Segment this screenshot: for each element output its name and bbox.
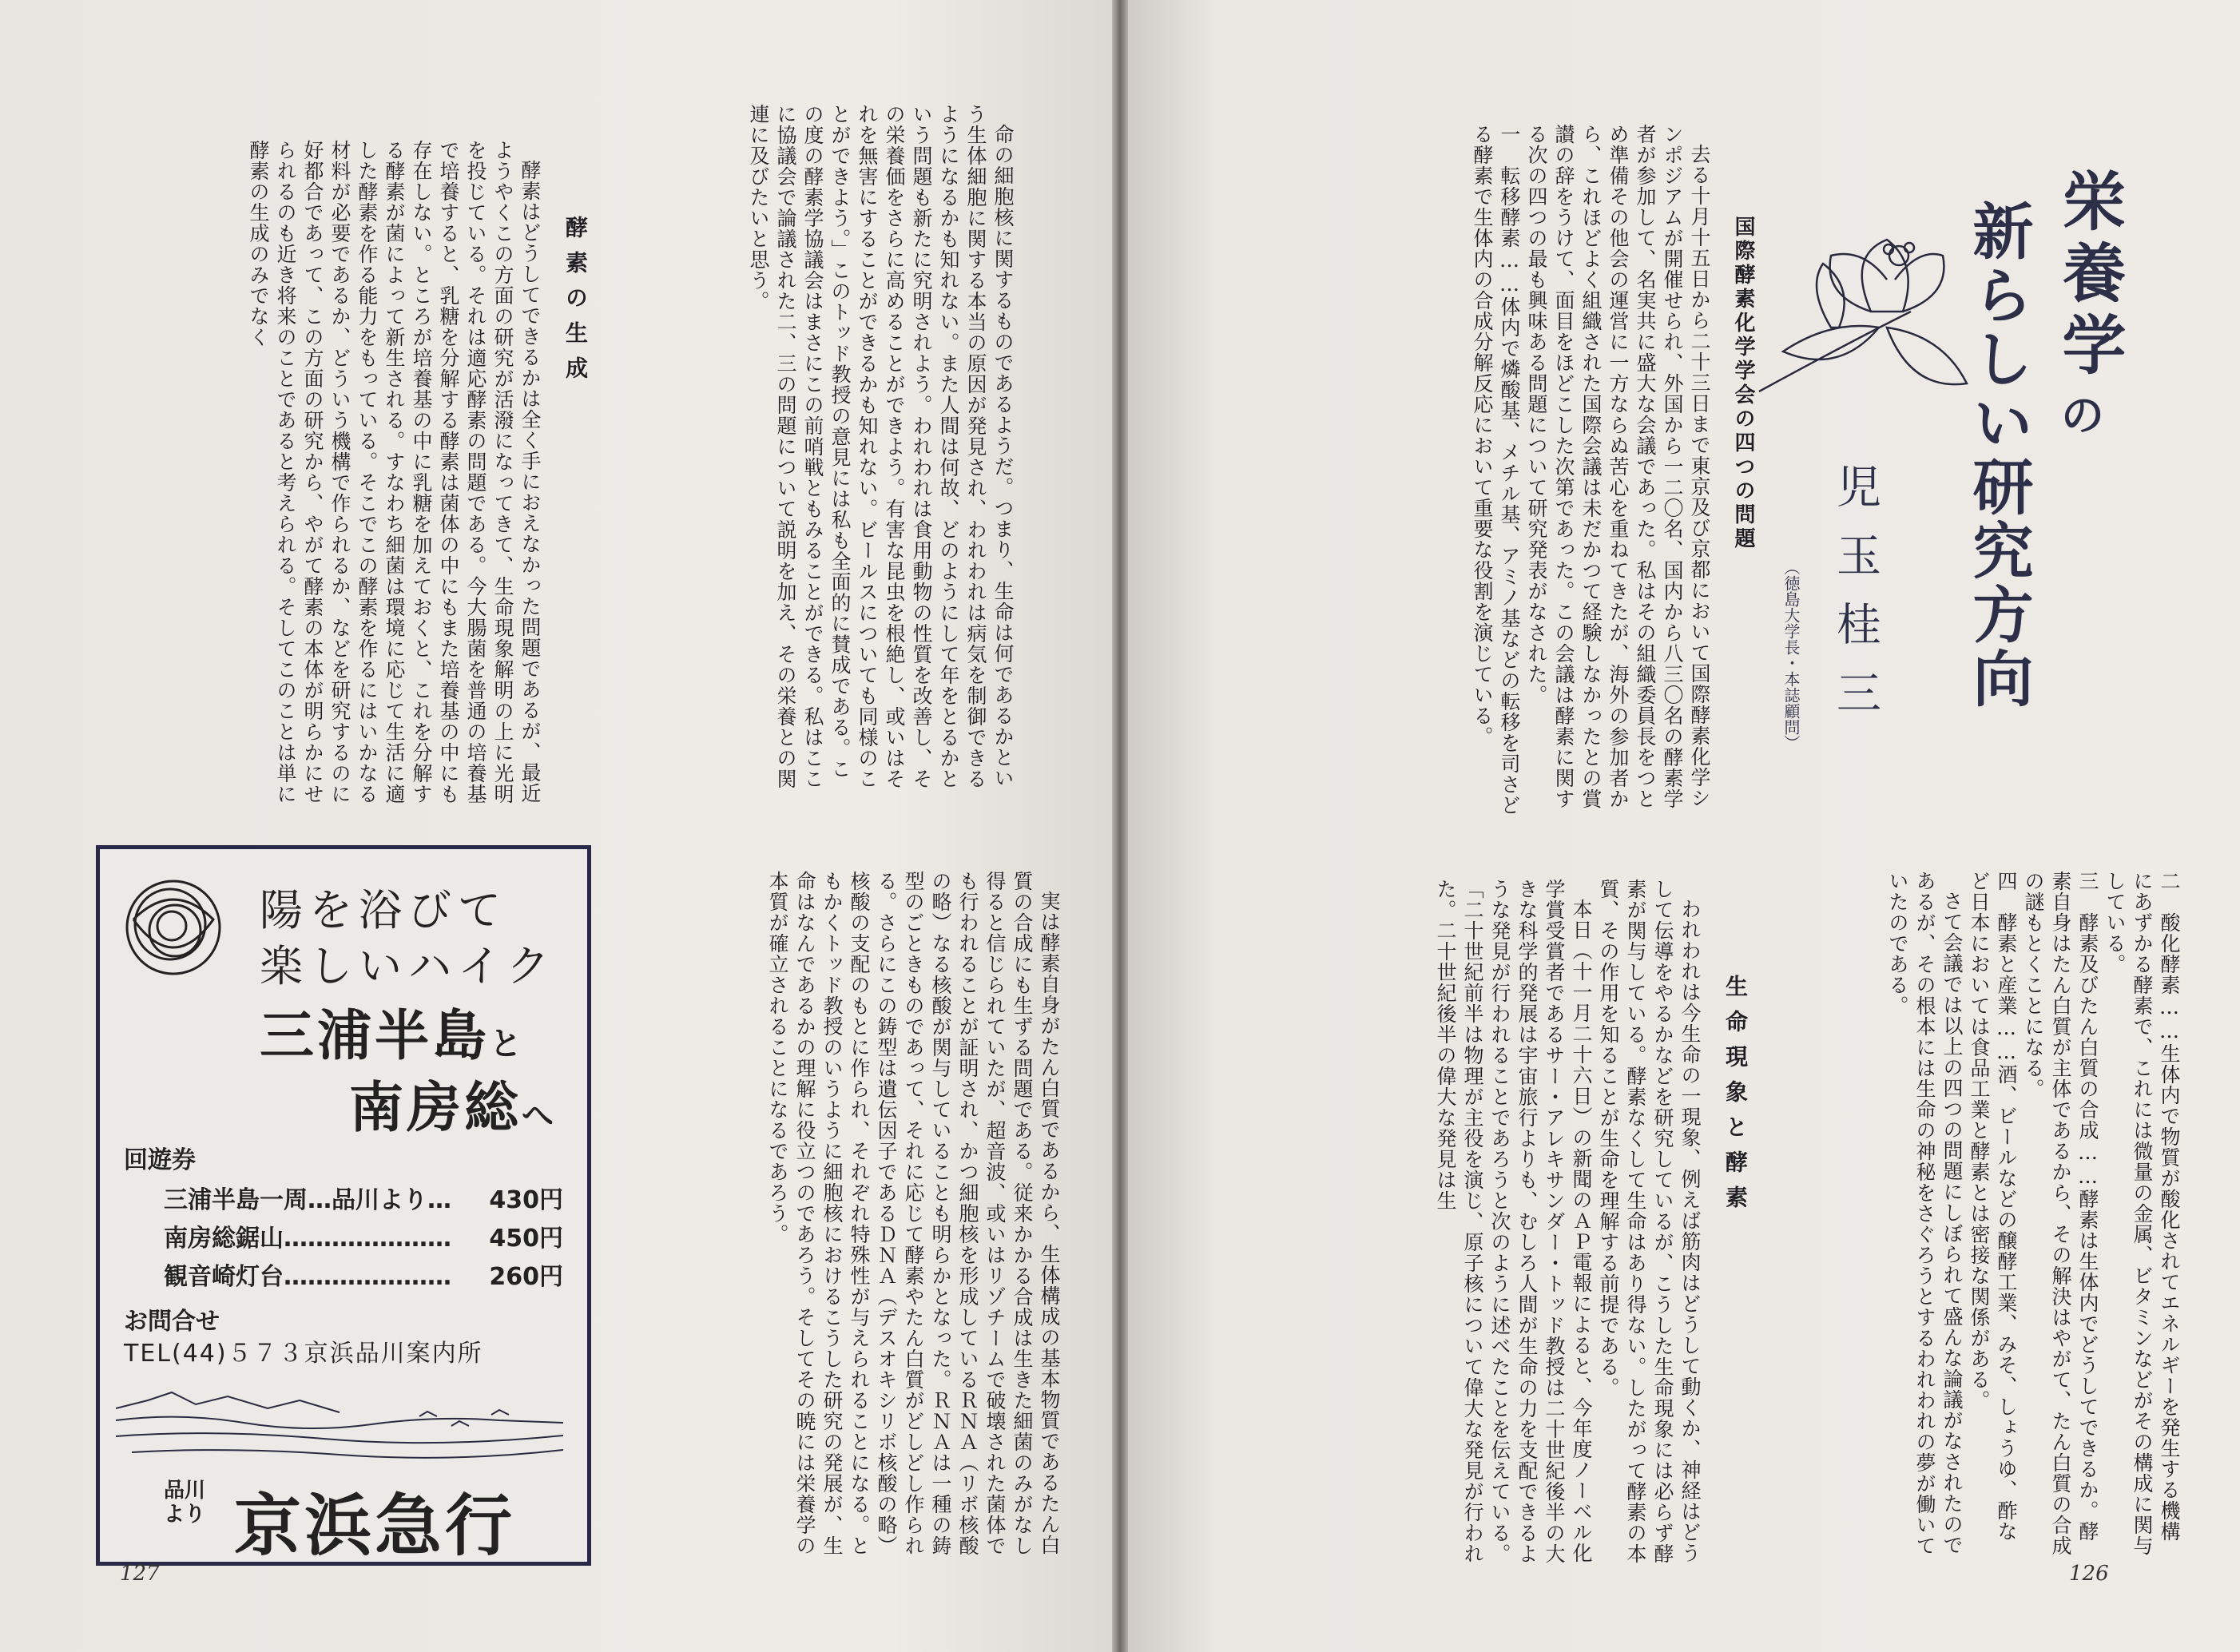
ad-destination-2: 南房総へ [349,1077,558,1140]
paragraph: 本日（十一月二十六日）の新聞のＡＰ電報によると、今年度ノーベル化学賞受賞者であるサー・アレキサンダー・トッド教授は二十世紀後半の大きな科学的発展は宇宙旅行よりも、むしろ人間が生命の力を支配できるような発見が行われることであろうと次のように述べたことを伝えている。「二十世紀前半は物理が主役を演じ、原子核について偉大な発見が行われた。二十世紀後半の偉大な発見は生 [1434,879,1593,1564]
left-top-text [569,104,1016,791]
keikyu-advertisement [96,845,591,1566]
paragraph: 実は酵素自身がたん白質であるから、生体構成の基本物質であるたん白質の合成にも生ずる問題である。従来かかる合成は生きた細菌のみがなし得ると信じられていたが、超音波、或いはリゾチームで破壊された菌体でも行われることが証明され、かつ細胞核を形成しているＲＮＡ（リボ核酸の略）なる核酸が関与していることも明らかとなった。ＲＮＡは一種の鋳型のごときものであって、それに応じて酵素やたん白質がどしどし作られる。さらにこの鋳型は遺伝因子であるＤＮＡ（デスオキシリボ核酸の略）核酸の支配のもとに作られ、それぞれ特殊性が与えられることになる。ともかくトッド教授のいうように細胞核におけるこうした研究の発展が、生命はなんであるかの理解に役立つのであろう。そしてその暁には栄養学の本質が確立されることになるであろう。 [766,871,1061,1556]
author-affiliation: （徳島大学長・本誌顧問） [1781,559,1801,751]
coastline-illustration [116,1376,563,1472]
right-section-text [1192,879,1703,1566]
left-bottom-text [599,871,1062,1558]
section-heading: 酵素の生成 [562,216,589,391]
ad-route-row: 三浦半島一周…品川より… 430円 [164,1186,563,1214]
ad-slogan-1: 陽を浴びて [260,885,507,935]
page-number: 127 [120,1562,160,1586]
paragraph: 酵素はどうしてできるかは全く手におえなかった問題であるが、最近ようやくこの方面の研究が活潑になってきて、生命現象解明の上に光明を投じている。それは適応酵素の問題である。今大腸菌を普通の培養基で培養すると、乳糖を分解する酵素は菌体の中にもまた培養基の中にも存在しない。ところが培養基の中に乳糖を加えておくと、これを分解する酵素が菌によって新生される。すなわち細菌は環境に応じて生活に適した酵素を作る能力をもっている。そこでこの酵素を作るにはいかなる材料が必要であるか、どういう機構で作られるか、などを研究するのに好都合であって、この方面の研究から、やがて酵素の本体が明らかにせられるのも近き将来のことであると考えられる。そしてこのことは単に酵素の生成のみでなく [247,140,542,804]
ad-route-row: 南房総鋸山………………… 450円 [164,1225,563,1253]
paragraph: われわれは今生命の一現象、例えば筋肉はどうして動くか、神経はどうして伝導をやるかなどを研究しているが、こうした生命現象には必らず酵素が関与している。酵素なくして生命はあり得ない。したがって酵素の本質、その作用を知ることが生命を理解する前提である。 [1597,879,1702,1564]
list-item: 二 酸化酵素……生体内で物質が酸化されてエネルギーを発生する機構にあずかる酵素で、これには微量の金属、ビタミンなどがその構成に関与している。 [2103,871,2181,1556]
list-item: 四 酵素と産業……酒、ビールなどの醸酵工業、みそ、しょうゆ、酢など日本においては食品工業と酵素とは密接な関係がある。 [1968,871,2018,1542]
ad-from-label: 品川 より [164,1479,206,1527]
left-mid-text [112,140,543,819]
ad-route-row: 観音崎灯台………………… 260円 [164,1263,563,1291]
book-gutter [1112,0,1128,1652]
ad-inquiry-label: お問合せ [124,1308,220,1336]
paragraph: 去る十月十五日から二十三日まで東京及び京都において国際酵素化学シンポジアムが開催せられ、外国から一二〇名、国内から八三〇名の酵素学者が参加して、名実共に盛大な会議であった。私はその組織委員長をつとめ準備その他会の運営に一方ならぬ苦心を重ねてきたが、海外の参加者から、これほどよく組織された国際会議は未だかつて経験しなかったとの賞讃の辞をうけて、面目をほどこした次第であった。この会議は酵素に関する次の四つの最も興味ある問題について研究発表がなされた。 [1525,124,1711,809]
article-subtitle: 国際酵素化学学会の四つの問題 [1731,216,1755,551]
article-title-part2: 新らしい研究方向 [1963,200,2034,711]
list-item: 一 転移酵素……体内で燐酸基、メチル基、アミノ基などの転移を司さどる酵素で生体内の合成分解反応において重要な役割を演じている。 [1471,124,1521,816]
ad-tickets-label: 回遊券 [124,1146,196,1174]
ad-slogan-2: 楽しいハイク [260,941,556,991]
camellia-illustration [1751,192,1991,399]
section-heading: 生命現象と酵素 [1722,975,1749,1221]
ad-destination-1: 三浦半島と [260,1005,526,1068]
right-page [1128,0,2240,1652]
list-item: 三 酵素及びたん白質の合成……酵素は生体内でどうしてできるか。酵素自身はたん白質が主体であるから、その解決はやがて、たん白質の合成の謎もとくことになる。 [2022,871,2099,1556]
article-title-part1: 栄養学 [2051,168,2126,383]
sun-scribble-icon [117,872,229,983]
keikyu-logo-text: 京浜急行 [234,1487,516,1565]
ad-telephone: TEL(44)５７３京浜品川案内所 [124,1340,483,1368]
right-intro-text [1186,124,1713,819]
paragraph: 命の細胞核に関するものであるようだ。つまり、生命は何であるかという生体細胞に関する本当の原因が発見され、われわれは病気を制御できるようになるかも知れない。また人間は何故、どのようにして年をとるかという問題も新たに究明されよう。われわれは食用動物の性質を改善し、その栄養価をさらに高めることができよう。有害な昆虫を根絶し、或いはそれを無害にすることができるかも知れない。ビールスについても同様のことができよう。」このトッド教授の意見には私も全面的に賛成である。この度の酵素学協議会はまさにこの前哨戦ともみることができる。私はここに協議会で論議された二、三の問題について説明を加え、その栄養との関連に及びたいと思う。 [747,104,1015,789]
paragraph: さて会議では以上の四つの問題にしぼられて盛んな論議がなされたのであるが、その根本には生命の神秘をさぐろうとするわれわれの夢が働いていたのである。 [1886,871,1964,1556]
article-title-particle: の [2053,391,2105,436]
right-lower-text [1767,871,2182,1558]
left-page [0,0,1112,1652]
author-name: 児玉桂三 [1829,463,1881,738]
page-number: 126 [2069,1562,2109,1586]
